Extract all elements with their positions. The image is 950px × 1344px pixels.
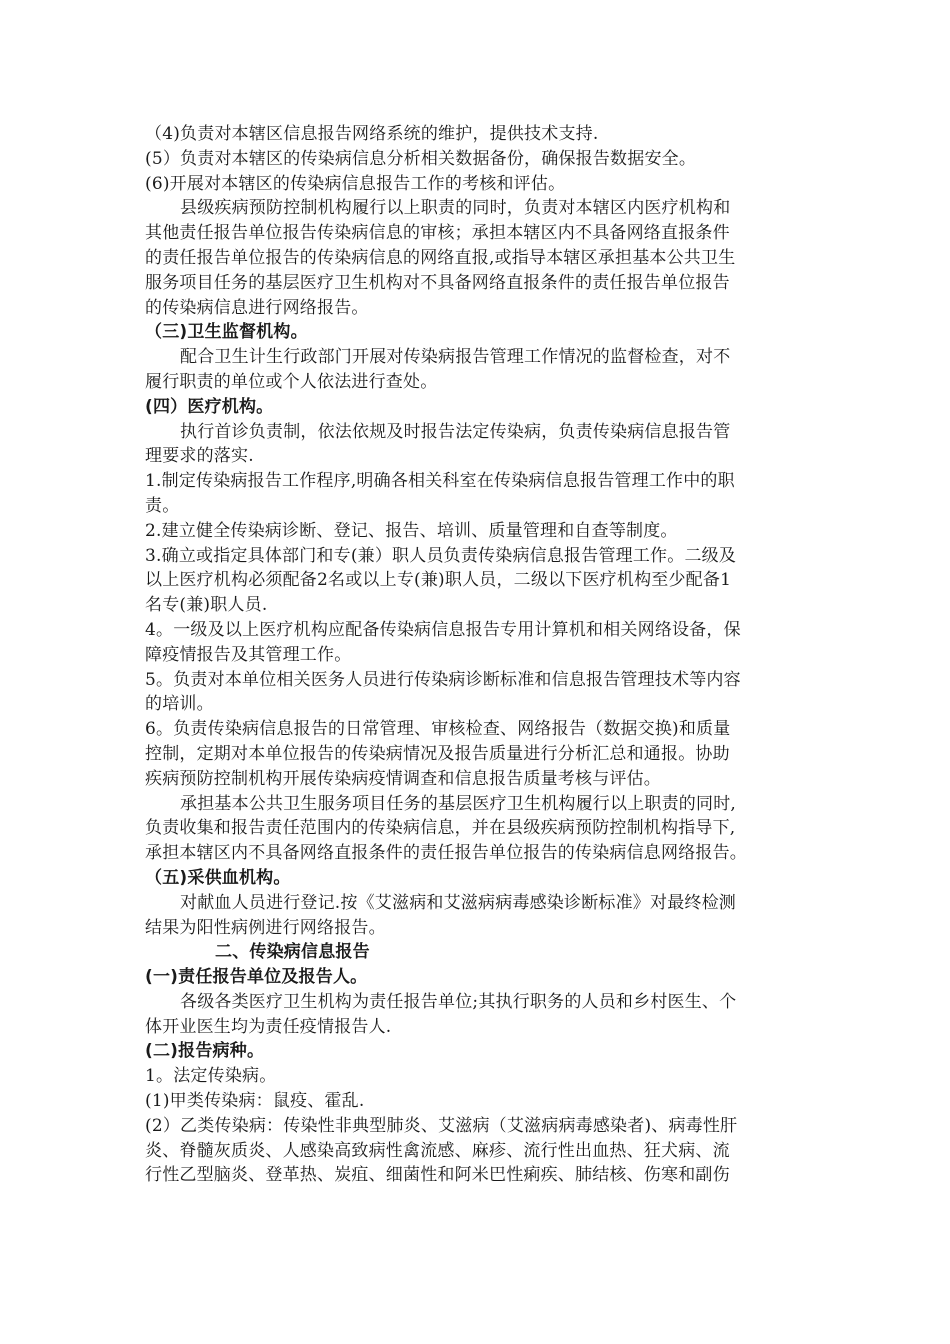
paragraph-first-line: 对献血人员进行登记.按《艾滋病和艾滋病病毒感染诊断标准》对最终检测	[180, 892, 737, 913]
text-line: 炎、脊髓灰质炎、人感染高致病性禽流感、麻疹、流行性出血热、狂犬病、流	[145, 1140, 730, 1161]
text-line: (2）乙类传染病：传染性非典型肺炎、艾滋病（艾滋病病毒感染者)、病毒性肝	[145, 1115, 738, 1136]
text-line: 3.确立或指定具体部门和专(兼）职人员负责传染病信息报告管理工作。二级及	[145, 545, 737, 566]
text-line: (1)甲类传染病：鼠疫、霍乱.	[145, 1091, 365, 1112]
document-page	[145, 122, 810, 1188]
paragraph-first-line: 执行首诊负责制，依法依规及时报告法定传染病，负责传染病信息报告管	[180, 421, 731, 442]
text-line: (5）负责对本辖区的传染病信息分析相关数据备份，确保报告数据安全。	[145, 148, 697, 169]
text-line: 4。一级及以上医疗机构应配备传染病信息报告专用计算机和相关网络设备，保	[145, 619, 741, 640]
section-heading: （五)采供血机构。	[145, 867, 291, 888]
text-line: (6)开展对本辖区的传染病信息报告工作的考核和评估。	[145, 173, 566, 194]
section-heading: (四）医疗机构。	[145, 396, 274, 417]
text-line: 负责收集和报告责任范围内的传染病信息，并在县级疾病预防控制机构指导下,	[145, 818, 736, 839]
text-line: 的责任报告单位报告的传染病信息的网络直报,或指导本辖区承担基本公共卫生	[145, 247, 736, 268]
text-line: 障疫情报告及其管理工作。	[145, 644, 352, 665]
text-line: 的培训。	[145, 694, 214, 715]
paragraph-first-line: 配合卫生计生行政部门开展对传染病报告管理工作情况的监督检查，对不	[180, 347, 731, 368]
text-line: 结果为阳性病例进行网络报告。	[145, 917, 386, 938]
text-line: 1。法定传染病。	[145, 1066, 277, 1087]
section-heading: （三)卫生监督机构。	[145, 322, 308, 343]
paragraph-first-line: 各级各类医疗卫生机构为责任报告单位;其执行职务的人员和乡村医生、个	[180, 991, 737, 1012]
text-line: 行性乙型脑炎、登革热、炭疽、细菌性和阿米巴性痢疾、肺结核、伤寒和副伤	[145, 1165, 730, 1186]
text-line: 的传染病信息进行网络报告。	[145, 297, 369, 318]
text-line: 6。负责传染病信息报告的日常管理、审核检查、网络报告（数据交换)和质量	[145, 719, 731, 740]
text-line: 其他责任报告单位报告传染病信息的审核；承担本辖区内不具备网络直报条件	[145, 223, 730, 244]
paragraph-first-line: 县级疾病预防控制机构履行以上职责的同时，负责对本辖区内医疗机构和	[180, 198, 731, 219]
text-line: 2.建立健全传染病诊断、登记、报告、培训、质量管理和自查等制度。	[145, 520, 678, 541]
text-line: （4)负责对本辖区信息报告网络系统的维护，提供技术支持.	[145, 124, 599, 144]
text-line: 责。	[145, 495, 180, 516]
text-line: 1.制定传染病报告工作程序,明确各相关科室在传染病信息报告管理工作中的职	[145, 471, 735, 492]
chapter-heading: 二、传染病信息报告	[215, 942, 370, 963]
text-line: 控制，定期对本单位报告的传染病情况及报告质量进行分析汇总和通报。协助	[145, 743, 730, 764]
section-heading: (二)报告病种。	[145, 1041, 265, 1062]
text-line: 理要求的落实.	[145, 446, 254, 467]
text-line: 服务项目任务的基层医疗卫生机构对不具备网络直报条件的责任报告单位报告	[145, 272, 730, 293]
text-line: 以上医疗机构必须配备2名或以上专(兼)职人员，二级以下医疗机构至少配备1	[145, 570, 732, 591]
text-line: 承担本辖区内不具备网络直报条件的责任报告单位报告的传染病信息网络报告。	[145, 843, 747, 864]
text-line: 5。负责对本单位相关医务人员进行传染病诊断标准和信息报告管理技术等内容	[145, 669, 741, 690]
text-line: 体开业医生均为责任疫情报告人.	[145, 1016, 392, 1037]
text-line: 履行职责的单位或个人依法进行查处。	[145, 371, 438, 392]
text-line: 疾病预防控制机构开展传染病疫情调查和信息报告质量考核与评估。	[145, 768, 661, 789]
text-line: 名专(兼)职人员.	[145, 595, 268, 616]
paragraph-first-line: 承担基本公共卫生服务项目任务的基层医疗卫生机构履行以上职责的同时,	[180, 793, 737, 814]
section-heading: (一)责任报告单位及报告人。	[145, 967, 368, 988]
